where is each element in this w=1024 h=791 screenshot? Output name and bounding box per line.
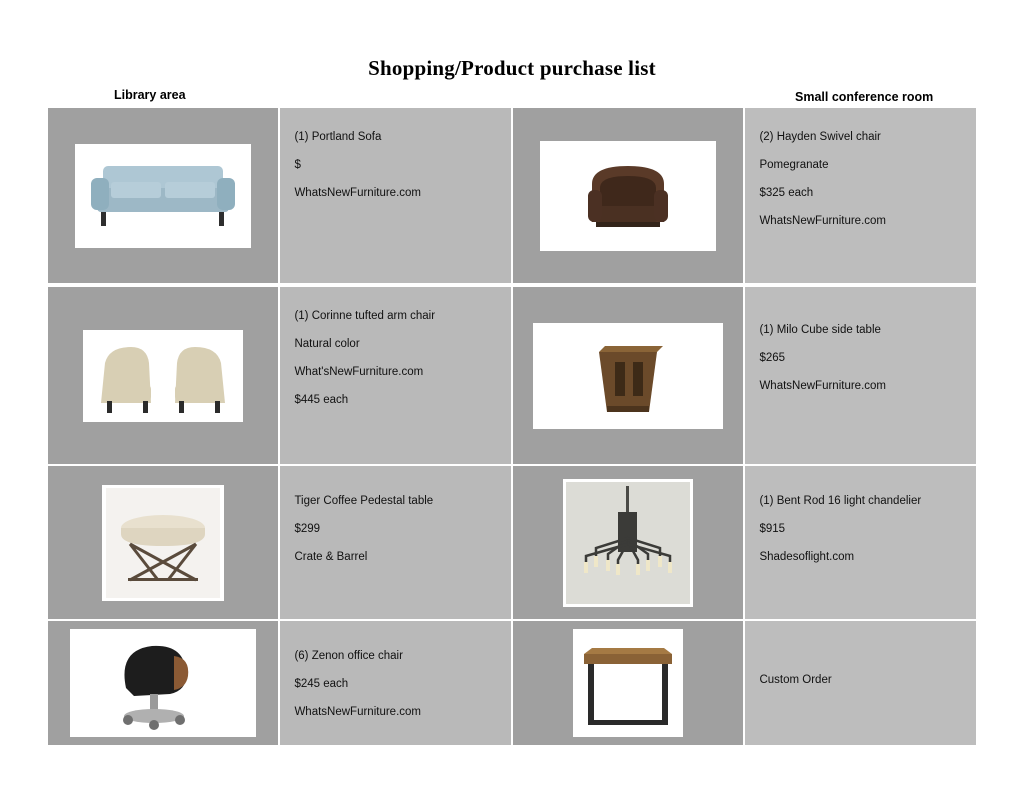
bent-rod-chandelier-photo	[563, 479, 693, 607]
product-grid	[48, 108, 976, 745]
product-text-cell	[745, 621, 976, 745]
product-line: $	[294, 159, 301, 171]
hayden-swivel-chair-photo	[540, 141, 716, 251]
table-row	[48, 466, 976, 619]
product-image-cell	[48, 287, 278, 464]
table-row	[48, 108, 976, 283]
product-line: (6) Zenon office chair	[294, 650, 403, 662]
product-line: $299	[294, 523, 321, 535]
product-image-cell	[513, 108, 743, 283]
product-line: $245 each	[294, 678, 349, 690]
product-line: Shadesoflight.com	[759, 551, 855, 563]
tiger-coffee-pedestal-table-photo	[102, 485, 224, 601]
product-line: Custom Order	[759, 674, 832, 686]
page-title: Shopping/Product purchase list	[368, 56, 656, 80]
product-line: WhatsNewFurniture.com	[759, 380, 886, 392]
product-line: (1) Bent Rod 16 light chandelier	[759, 495, 922, 507]
section-header-library: Library area	[114, 88, 186, 102]
product-line: Pomegranate	[759, 159, 829, 171]
product-line: (2) Hayden Swivel chair	[759, 131, 881, 143]
product-line: $325 each	[759, 187, 814, 199]
product-image-cell	[48, 466, 278, 619]
product-image-cell	[513, 466, 743, 619]
product-text-cell	[745, 466, 976, 619]
product-line: $445 each	[294, 394, 349, 406]
product-line: Crate & Barrel	[294, 551, 368, 563]
table-row	[48, 621, 976, 745]
corinne-tufted-arm-chair-photo	[83, 330, 243, 422]
product-text-cell	[745, 287, 976, 464]
section-header-conference: Small conference room	[795, 90, 934, 104]
product-text-cell	[280, 621, 511, 745]
product-text-cell	[280, 287, 511, 464]
product-line: WhatsNewFurniture.com	[294, 187, 421, 199]
product-text-cell	[280, 466, 511, 619]
wood-table-photo	[573, 629, 683, 737]
product-image-cell	[48, 108, 278, 283]
product-text-cell	[745, 108, 976, 283]
zenon-office-chair-photo	[70, 629, 256, 737]
product-line: $265	[759, 352, 786, 364]
product-line: (1) Corinne tufted arm chair	[294, 310, 436, 322]
product-image-cell	[513, 287, 743, 464]
product-line: $915	[759, 523, 786, 535]
product-line: What'sNewFurniture.com	[294, 366, 424, 378]
product-text-cell	[280, 108, 511, 283]
product-line: Natural color	[294, 338, 360, 350]
product-line: (1) Portland Sofa	[294, 131, 382, 143]
product-image-cell	[48, 621, 278, 745]
milo-cube-side-table-photo	[533, 323, 723, 429]
product-line: Tiger Coffee Pedestal table	[294, 495, 434, 507]
product-line: WhatsNewFurniture.com	[294, 706, 421, 718]
product-line: WhatsNewFurniture.com	[759, 215, 886, 227]
portland-sofa-photo	[75, 144, 251, 248]
product-image-cell	[513, 621, 743, 745]
product-line: (1) Milo Cube side table	[759, 324, 881, 336]
table-row	[48, 287, 976, 464]
